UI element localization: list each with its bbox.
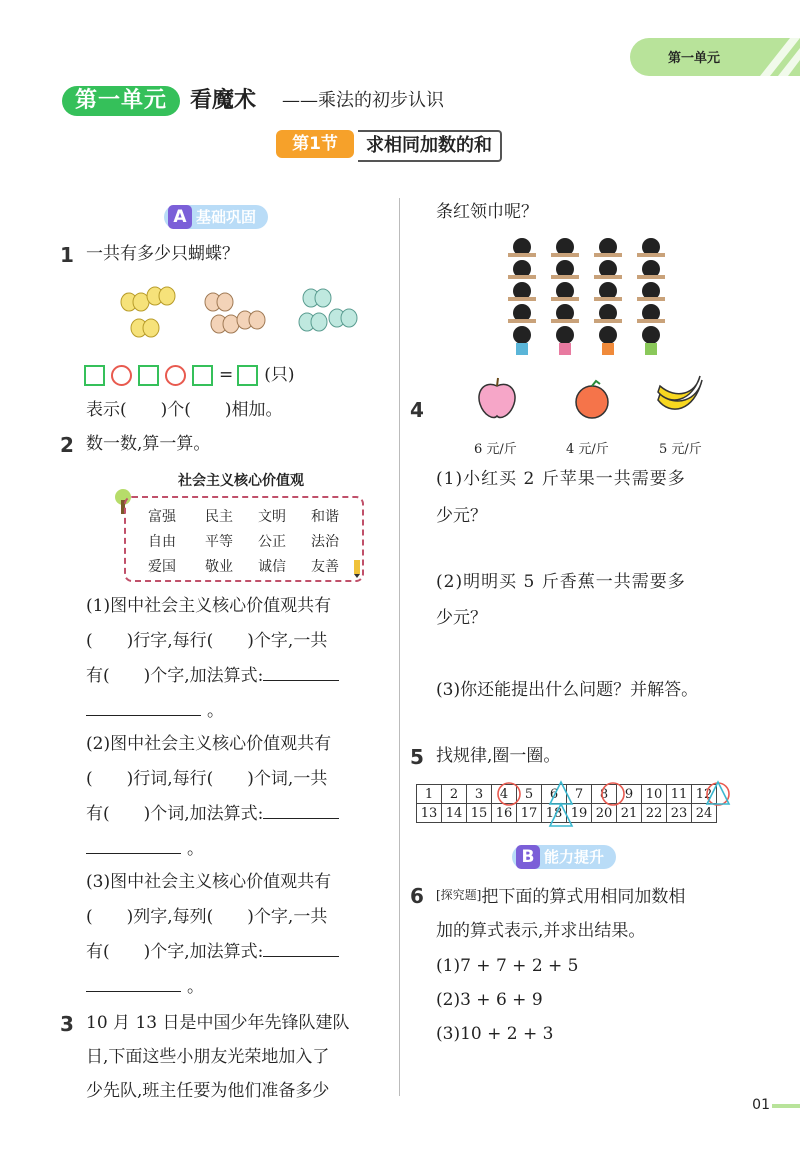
- q2-part3-line4: 。: [86, 973, 204, 1001]
- grid-cell[interactable]: 16: [492, 804, 517, 823]
- page-subtitle: ——乘法的初步认识: [282, 90, 444, 111]
- triangle-marker: [550, 804, 572, 826]
- grid-cell[interactable]: 21: [617, 804, 642, 823]
- value-word: 爱国: [148, 559, 176, 575]
- page-number: 01: [752, 1097, 770, 1113]
- question-6-line1: [探究题]把下面的算式用相同加数相: [436, 887, 686, 907]
- grid-cell[interactable]: 3: [467, 785, 492, 804]
- butterfly-group-yellow: [121, 287, 175, 337]
- value-word: 诚信: [258, 559, 286, 575]
- value-word: 民主: [205, 509, 233, 525]
- equals-sign: =: [219, 365, 234, 385]
- q4-part2-line1: (2)明明买 5 斤香蕉一共需要多: [436, 572, 686, 592]
- answer-blank[interactable]: [263, 680, 339, 681]
- q2-part1-line3: 有( )个字,加法算式:: [86, 662, 339, 690]
- question-4-number: 4: [410, 398, 424, 422]
- banana-icon: [654, 370, 706, 418]
- unit-tab-label: 第一单元: [667, 51, 720, 66]
- butterfly-group-teal: [299, 289, 357, 331]
- grid-cell[interactable]: 4: [492, 785, 517, 804]
- apple-price: 6 元/斤: [474, 442, 517, 457]
- grid-cell[interactable]: 5: [517, 785, 542, 804]
- question-1-line2: 表示( )个( )相加。: [86, 400, 283, 420]
- grid-cell[interactable]: 10: [642, 785, 667, 804]
- page-title: 看魔术: [190, 88, 257, 113]
- level-a-label: 基础巩固: [196, 208, 257, 226]
- value-word: 文明: [258, 509, 286, 525]
- unit-label: (只): [264, 365, 295, 385]
- corner-stripes-decoration: [740, 38, 800, 76]
- question-3-line4: 条红领巾呢？: [436, 202, 538, 222]
- answer-box[interactable]: [192, 365, 213, 386]
- operator-circle[interactable]: [111, 365, 132, 386]
- grid-cell[interactable]: 2: [442, 785, 467, 804]
- grid-cell[interactable]: 24: [692, 804, 717, 823]
- banana-price: 5 元/斤: [659, 442, 702, 457]
- question-5-number: 5: [410, 745, 424, 769]
- question-6-item1: (1)7 + 7 + 2 + 5: [436, 956, 579, 976]
- butterfly-group-peach: [205, 293, 265, 333]
- q4-part1-line1: (1)小红买 2 斤苹果一共需要多: [436, 469, 686, 489]
- question-1-equation: [84, 361, 295, 389]
- q2-part2-line4: 。: [86, 835, 204, 863]
- answer-blank[interactable]: [86, 715, 201, 716]
- value-word: 和谐: [311, 509, 339, 525]
- answer-box[interactable]: [138, 365, 159, 386]
- question-3-line2: 日,下面这些小朋友光荣地加入了: [86, 1047, 330, 1067]
- value-word: 敬业: [205, 559, 233, 575]
- grid-cell[interactable]: 12: [692, 785, 717, 804]
- question-6-number: 6: [410, 884, 424, 908]
- grid-cell[interactable]: 11: [667, 785, 692, 804]
- grid-cell[interactable]: 14: [442, 804, 467, 823]
- answer-box[interactable]: [84, 365, 105, 386]
- value-word: 富强: [148, 509, 176, 525]
- answer-box[interactable]: [237, 365, 258, 386]
- answer-blank[interactable]: [86, 853, 181, 854]
- grid-cell[interactable]: 19: [567, 804, 592, 823]
- column-divider: [399, 198, 400, 1096]
- q2-part3-line3: 有( )个字,加法算式:: [86, 938, 339, 966]
- answer-blank[interactable]: [86, 991, 181, 992]
- grid-cell[interactable]: 13: [417, 804, 442, 823]
- section-badge: 第1节: [276, 130, 354, 158]
- q4-part1-line2: 少元？: [436, 506, 487, 526]
- q2-part1-line1: (1)图中社会主义核心价值观共有: [86, 596, 332, 616]
- grid-cell[interactable]: 17: [517, 804, 542, 823]
- question-3-line3: 少先队,班主任要为他们准备多少: [86, 1081, 330, 1101]
- q2-part1-line2: ( )行字,每行( )个字,一共: [86, 631, 328, 651]
- q4-part2-line2: 少元？: [436, 608, 487, 628]
- question-6-item2: (2)3 + 6 + 9: [436, 990, 543, 1010]
- orange-price: 4 元/斤: [566, 442, 609, 457]
- question-3-number: 3: [60, 1012, 74, 1036]
- answer-blank[interactable]: [263, 956, 339, 957]
- question-2-number: 2: [60, 433, 74, 457]
- question-2-text: 数一数,算一算。: [86, 434, 211, 454]
- level-b-letter: B: [516, 845, 540, 869]
- q2-part2-line2: ( )行词,每行( )个词,一共: [86, 769, 328, 789]
- answer-blank[interactable]: [263, 818, 339, 819]
- question-5-text: 找规律,圈一圈。: [436, 746, 561, 766]
- value-word: 公正: [258, 534, 286, 550]
- unit-badge: 第一单元: [62, 86, 180, 116]
- q2-part1-line4: 。: [86, 697, 224, 725]
- grid-cell[interactable]: 6: [542, 785, 567, 804]
- q2-part2-line1: (2)图中社会主义核心价值观共有: [86, 734, 332, 754]
- grid-cell[interactable]: 20: [592, 804, 617, 823]
- grid-cell[interactable]: 22: [642, 804, 667, 823]
- pencil-icon: [350, 560, 364, 578]
- level-a-badge: [164, 205, 268, 229]
- q2-part2-line3: 有( )个词,加法算式:: [86, 800, 339, 828]
- q2-part3-line1: (3)图中社会主义核心价值观共有: [86, 872, 332, 892]
- question-1-text: 一共有多少只蝴蝶？: [86, 244, 239, 264]
- section-title: 求相同加数的和: [358, 130, 502, 162]
- value-word: 平等: [205, 534, 233, 550]
- question-6-line2: 加的算式表示,并求出结果。: [436, 921, 646, 941]
- page-number-bar: [772, 1104, 800, 1108]
- value-word: 友善: [311, 559, 339, 575]
- values-box-title: 社会主义核心价值观: [178, 473, 304, 489]
- grid-cell[interactable]: 9: [617, 785, 642, 804]
- q2-part3-line2: ( )列字,每列( )个字,一共: [86, 907, 328, 927]
- value-word: 自由: [148, 534, 176, 550]
- apple-icon: [474, 376, 520, 422]
- question-3-line1: 10 月 13 日是中国少年先锋队建队: [86, 1013, 350, 1033]
- grid-cell[interactable]: 8: [592, 785, 617, 804]
- orange-icon: [572, 378, 612, 420]
- grid-cell[interactable]: 1: [417, 785, 442, 804]
- level-b-badge: [512, 845, 616, 869]
- grid-cell[interactable]: 7: [567, 785, 592, 804]
- circle-marker: [602, 783, 624, 805]
- value-word: 法治: [311, 534, 339, 550]
- question-tag: [探究题]: [436, 888, 482, 902]
- grid-cell[interactable]: 18: [542, 804, 567, 823]
- core-values-box: [124, 496, 364, 582]
- question-6-item3: (3)10 + 2 + 3: [436, 1024, 554, 1044]
- circle-marker: [498, 783, 520, 805]
- level-a-letter: A: [168, 205, 192, 229]
- operator-circle[interactable]: [165, 365, 186, 386]
- question-1-number: 1: [60, 243, 74, 267]
- triangle-marker: [550, 782, 572, 804]
- q4-part3: (3)你还能提出什么问题？并解答。: [436, 680, 699, 700]
- circle-marker: [707, 783, 729, 805]
- grid-markers: [416, 780, 736, 828]
- students-illustration: [502, 235, 670, 359]
- level-b-label: 能力提升: [544, 848, 605, 866]
- grid-cell[interactable]: 23: [667, 804, 692, 823]
- butterflies-illustration: [115, 284, 365, 346]
- grid-cell[interactable]: 15: [467, 804, 492, 823]
